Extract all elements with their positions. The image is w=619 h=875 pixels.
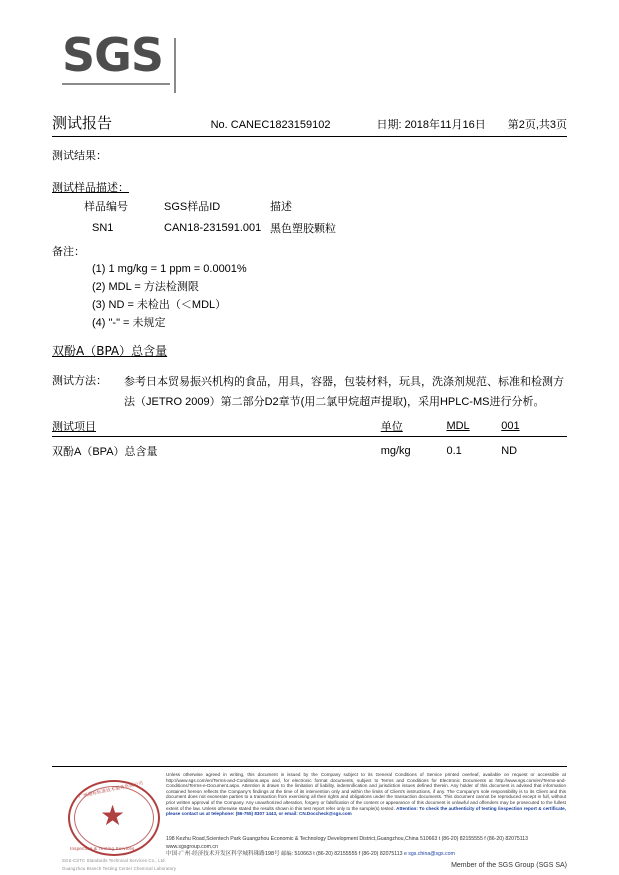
cell-result-001: ND [501,445,518,457]
company-seal [62,776,177,871]
col-test-item: 测试项目 [52,421,96,433]
seal-branch-name-en: Guangzhou Branch Testing Center Chemical Laboratory [62,866,177,871]
legal-disclaimer [166,772,566,817]
list-item: (1) 1 mg/kg = 1 ppm = 0.0001% [92,263,247,275]
address-cn-contact: 邮编: 510663 t (86-20) 82155555 f (86-20) 82075113 [281,851,403,857]
test-results-label: 测试结果： [52,150,107,162]
test-method-text [124,372,564,412]
footer-address [166,836,566,859]
logo-underline [62,83,170,85]
cell-unit: mg/kg [380,445,411,457]
cell-test-item: 双酚A（BPA）总含量 [52,446,158,458]
result-table-divider [52,436,567,437]
col-sgs-id: SGS样品ID [164,201,221,213]
address-cn-row [166,851,566,859]
cell-sgs-id: CAN18-231591.001 [164,222,262,234]
result-table [52,418,567,459]
member-footer: Member of the SGS Group (SGS SA) [451,862,567,869]
section-heading-bpa: 双酚A（BPA）总含量 [52,344,168,358]
sample-description-label: 测试样品描述： [52,182,129,194]
report-title-row [52,112,567,133]
cell-mdl: 0.1 [446,445,462,457]
address-email: e sgs.china@sgs.com [403,851,455,857]
list-item: (2) MDL = 方法检测限 [92,281,199,293]
cell-sample-no: SN1 [92,222,114,234]
col-sample-001: 001 [501,420,520,432]
star-icon: ★ [100,800,126,831]
col-unit: 单位 [380,421,403,433]
address-en: 198 Kezhu Road,Scientech Park Guangzhou Economic & Technology Development District,Guangzhou,China 510663 t (86-20) 82155555 f (86-20) 82075113 www.sgsgroup.com.cn [166,836,529,850]
report-meta [211,116,567,132]
page-title: 测试报告 [52,114,113,132]
seal-company-name-en: SGS-CSTC Standards Technical Services Co., Ltd. [62,858,167,863]
seal-top-text: 广州通标标准技术服务有限公司 [78,780,144,799]
legal-attention-text: Attention: To check the authenticity of testing /inspection report & certificate, please contact us at telephone: (86-755) 8307 1443, or email: CN.Doccheck@sgs.com [166,805,566,817]
list-item: (4) "-" = 未规定 [92,317,166,329]
logo-vertical-bar [174,38,176,93]
test-method-label: 测试方法： [52,375,107,387]
seal-bottom-text: Inspection & Testing Services [70,846,135,851]
cell-description: 黑色塑胶颗粒 [270,223,336,235]
legal-body-text: Unless otherwise agreed in writing, this document is issued by the Company subject to its General Conditions of Service printed overleaf, available on request or accessible at http://www.sgs.com/en/Terms-and-Conditions.aspx and, for electronic format documents, subject to Terms and Conditions for Electronic Documents at http://www.sgs.com/en/Terms-and-Conditions/Terms-e-Document.aspx. Attention is drawn to the limitation of liability, indemnification and jurisdiction issues defined therein. Any holder of this document is advised that information contained hereon reflects the Company's findings at the time of its intervention only and within the limits of Client's instructions, if any. The Company's sole responsibility is to its Client and this document does not exonerate parties to a transaction from exercising all their rights and obligations under the transaction documents. This document cannot be reproduced except in full, without prior written approval of the Company. Any unauthorized alteration, forgery or falsification of the content or appearance of this document is unlawful and offenders may be prosecuted to the fullest extent of the law. Unless otherwise stated the results shown in this test report refer only to the sample(s) tested. [166,772,566,811]
sgs-logo [62,30,192,90]
method-line-1: 参考日本贸易振兴机构的食品，用具，容器，包装材料，玩具，洗涤剂规范、标准和检测方 [124,376,564,388]
table-row [84,220,390,236]
address-cn: 中国·广州·经济技术开发区科学城科珠路198号 [166,851,280,857]
page-number: 第2页,共3页 [507,119,567,131]
col-description: 描述 [270,201,292,213]
list-item: (3) ND = 未检出（＜MDL） [92,299,227,311]
table-header-row [84,198,390,220]
footer-divider [52,766,567,767]
table-row [52,437,567,459]
table-header-row [52,418,567,437]
sample-table [84,198,390,236]
header-divider [52,136,567,137]
method-line-2: 法（JETRO 2009）第二部分D2章节(用二氯甲烷超声提取)，采用HPLC-MS进行分析。 [124,396,545,408]
report-number: No. CANEC1823159102 [210,119,331,131]
report-date: 日期: 2018年11月16日 [376,119,486,131]
col-sample-no: 样品编号 [84,201,128,213]
col-mdl: MDL [446,420,470,432]
remarks-list [92,260,247,332]
remarks-label: 备注： [52,246,85,258]
sgs-logo-text: SGS [62,28,164,82]
